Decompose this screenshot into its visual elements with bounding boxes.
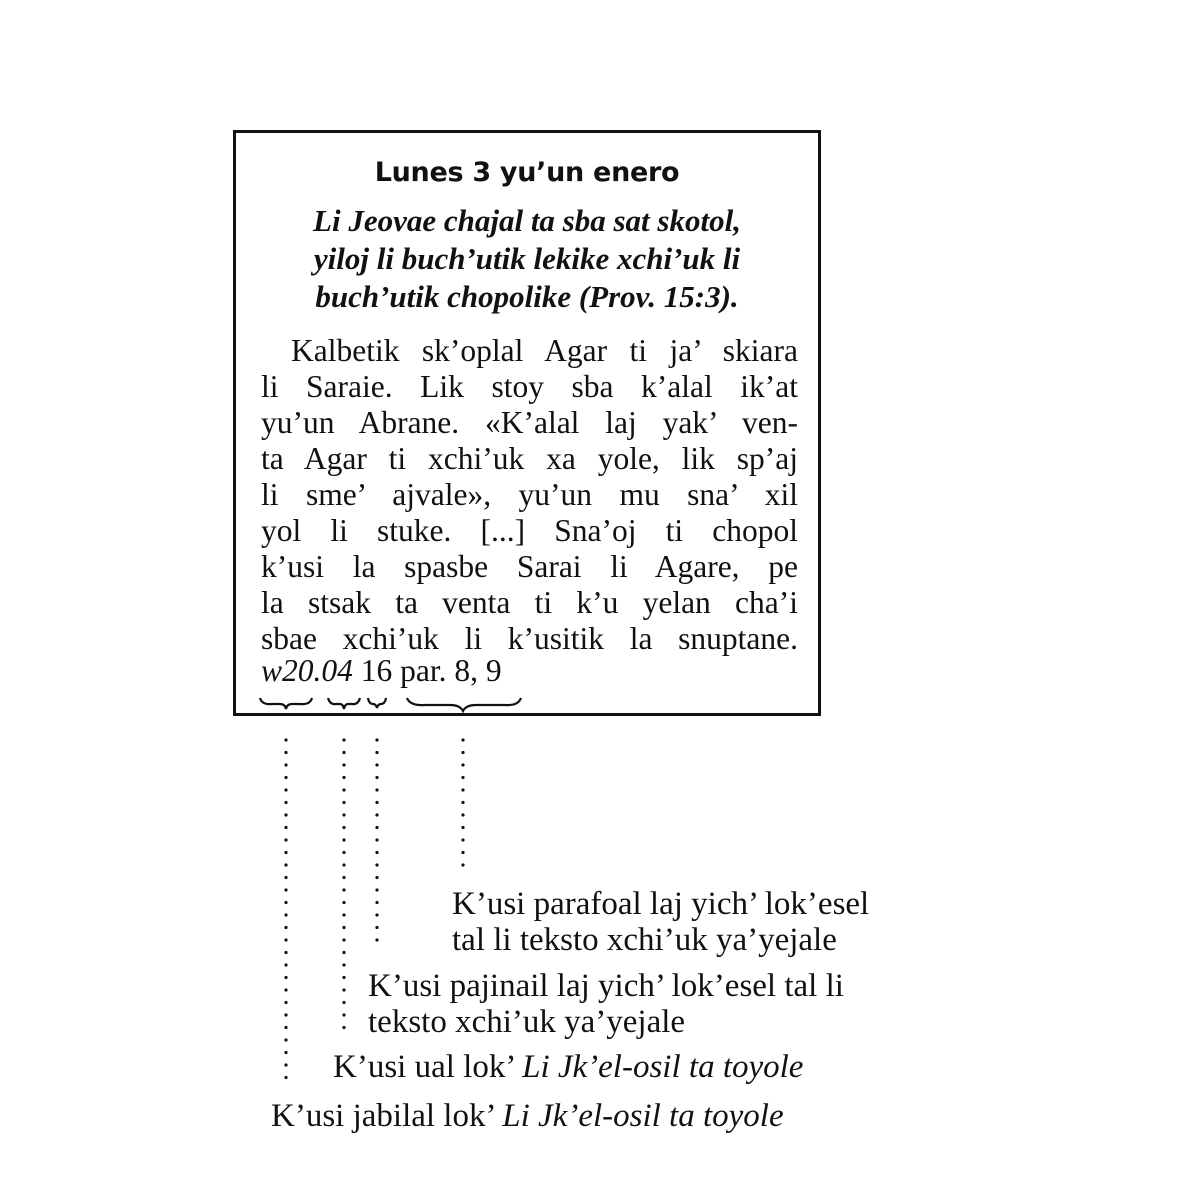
- body-line: ta Agar ti xchi’uk xa yole, lik sp’aj: [261, 441, 798, 476]
- body-line: la stsak ta venta ti k’u yelan cha’i: [261, 585, 798, 620]
- body-line: sbae xchi’uk li k’usitik la snuptane.: [261, 621, 798, 656]
- reference-page: 16: [360, 653, 393, 688]
- body-line: yu’un Abrane. «K’alal laj yak’ ven-: [261, 405, 798, 440]
- body-line: li Saraie. Lik stoy sba k’alal ik’at: [261, 369, 798, 404]
- verse-line: Li Jeovae chajal ta sba sat skotol,: [313, 203, 741, 238]
- brace-issue: [328, 698, 360, 709]
- date-heading: Lunes 3 yu’un enero: [374, 157, 680, 188]
- brace-page: [368, 698, 386, 708]
- brace-paragraphs: [407, 698, 521, 711]
- paragraph-explanation: K’usi parafoal laj yich’ lok’esel tal li teksto xchi’uk ya’yejale: [452, 886, 870, 958]
- body-line: li sme’ ajvale», yu’un mu sna’ xil: [261, 477, 798, 512]
- brace-year: [260, 698, 312, 709]
- page-explanation: K’usi pajinail laj yich’ lok’esel tal li teksto xchi’uk ya’yejale: [368, 968, 844, 1040]
- verse-line: buch’utik chopolike (Prov. 15:3).: [315, 279, 739, 314]
- body-line: yol li stuke. [...] Sna’oj ti chopol: [261, 513, 798, 548]
- verse-line: yiloj li buch’utik lekike xchi’uk li: [313, 241, 741, 276]
- body-line: Kalbetik sk’oplal Agar ti ja’ skiara: [291, 333, 798, 368]
- reference-publication: w20.04: [261, 653, 353, 688]
- issue-explanation: K’usi ual lok’ Li Jk’el-osil ta toyole: [333, 1049, 804, 1085]
- body-line: k’usi la spasbe Sarai li Agare, pe: [261, 549, 798, 584]
- reference-paragraphs: par. 8, 9: [400, 653, 502, 688]
- year-explanation: K’usi jabilal lok’ Li Jk’el-osil ta toyole: [271, 1098, 784, 1134]
